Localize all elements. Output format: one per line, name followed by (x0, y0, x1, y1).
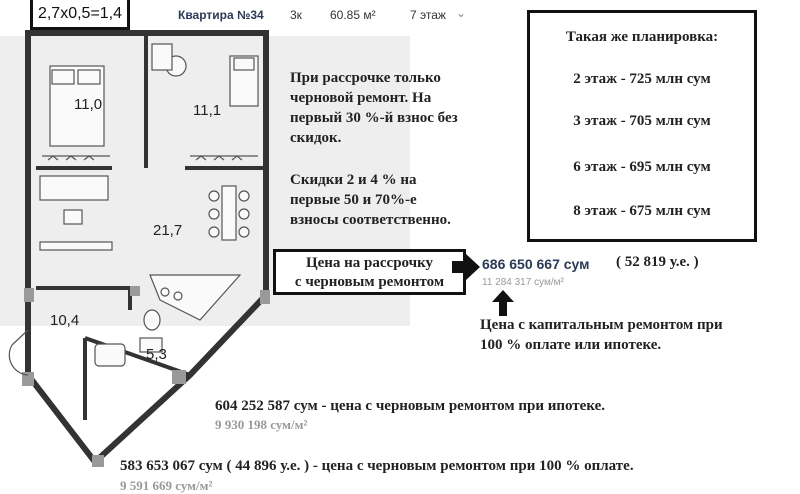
pillow (52, 70, 74, 84)
sofa (40, 176, 108, 200)
dining-table (222, 186, 236, 240)
column (130, 286, 140, 296)
room-area-bathroom: 5,3 (146, 346, 167, 363)
chair (209, 209, 219, 219)
discount-note (290, 170, 451, 230)
mortgage-price-per-m2: 9 930 198 сум/м² (215, 417, 308, 432)
column (172, 370, 186, 384)
price-per-m2: 11 284 317 сум/м² (482, 277, 564, 288)
column (24, 288, 34, 302)
same-layout-box (527, 10, 757, 242)
chevron-down-icon[interactable]: ⌄ (456, 6, 467, 20)
floor-price-item: 6 этаж - 695 млн сум (573, 159, 711, 175)
room-area-bedroom-2: 11,1 (193, 102, 222, 119)
chair (239, 191, 249, 201)
main-price-ue: ( 52 819 у.е. ) (616, 254, 699, 270)
pillow (234, 58, 254, 70)
discount-note-line: первые 50 и 70%-е (290, 192, 417, 208)
full-payment-price-line: 583 653 067 сум ( 44 896 у.е. ) - цена с черновым ремонтом при 100 % оплате. (120, 458, 634, 474)
room-area-living-room: 21,7 (153, 222, 183, 239)
dimension-box: 2,7x0,5=1,4 (30, 0, 130, 30)
room-area-bedroom-1: 11,0 (74, 96, 103, 113)
installment-note-line: скидок. (290, 130, 342, 146)
installment-price-label (273, 249, 466, 295)
chair (239, 209, 249, 219)
installment-note-line: При рассрочке только (290, 70, 441, 86)
stove-burner (174, 292, 182, 300)
mortgage-price-line: 604 252 587 сум - цена с черновым ремонтом при ипотеке. (215, 398, 606, 414)
column (260, 290, 270, 304)
toilet (144, 310, 160, 330)
discount-note-line: Скидки 2 и 4 % на (290, 172, 417, 188)
tv-stand (40, 242, 112, 250)
apartment-title: Квартира №34 (178, 8, 264, 22)
capital-note-line: Цена с капитальным ремонтом при (480, 317, 723, 333)
pillow (78, 70, 100, 84)
hangers (196, 156, 242, 160)
discount-note-line: взносы соответственно. (290, 212, 451, 228)
coffee-table (64, 210, 82, 224)
installment-note-line: черновой ремонт. На (290, 90, 432, 106)
room-area-hall: 10,4 (50, 312, 80, 329)
full-payment-price-per-m2: 9 591 669 сум/м² (120, 478, 213, 493)
capital-repair-note (480, 315, 723, 355)
stove-burner (161, 288, 169, 296)
column (92, 455, 104, 467)
apartment-area: 60.85 м² (330, 8, 376, 22)
floor-price-item: 3 этаж - 705 млн сум (573, 113, 711, 129)
bathtub (95, 344, 125, 366)
desk (152, 44, 172, 70)
floor-select-value[interactable]: 7 этаж (410, 8, 446, 22)
installment-note-line: первый 30 %-й взнос без (290, 110, 458, 126)
hangers (48, 156, 94, 160)
main-price: 686 650 667 сум (482, 256, 590, 272)
kitchen-counter (150, 275, 240, 320)
rooms-count: 3к (290, 8, 302, 22)
same-layout-title: Такая же планировка: (565, 29, 719, 45)
chair (209, 227, 219, 237)
floor-price-item: 2 этаж - 725 млн сум (573, 71, 711, 87)
capital-note-line: 100 % оплате или ипотеке. (480, 337, 662, 353)
floor-price-item: 8 этаж - 675 млн сум (573, 203, 711, 219)
arrow-right-icon (452, 254, 482, 280)
installment-note (290, 68, 458, 148)
pill-line: с черновым ремонтом (294, 274, 445, 290)
chair (209, 191, 219, 201)
chair (239, 227, 249, 237)
arrow-up-icon (492, 290, 514, 316)
pill-line: Цена на рассрочку (305, 255, 434, 271)
